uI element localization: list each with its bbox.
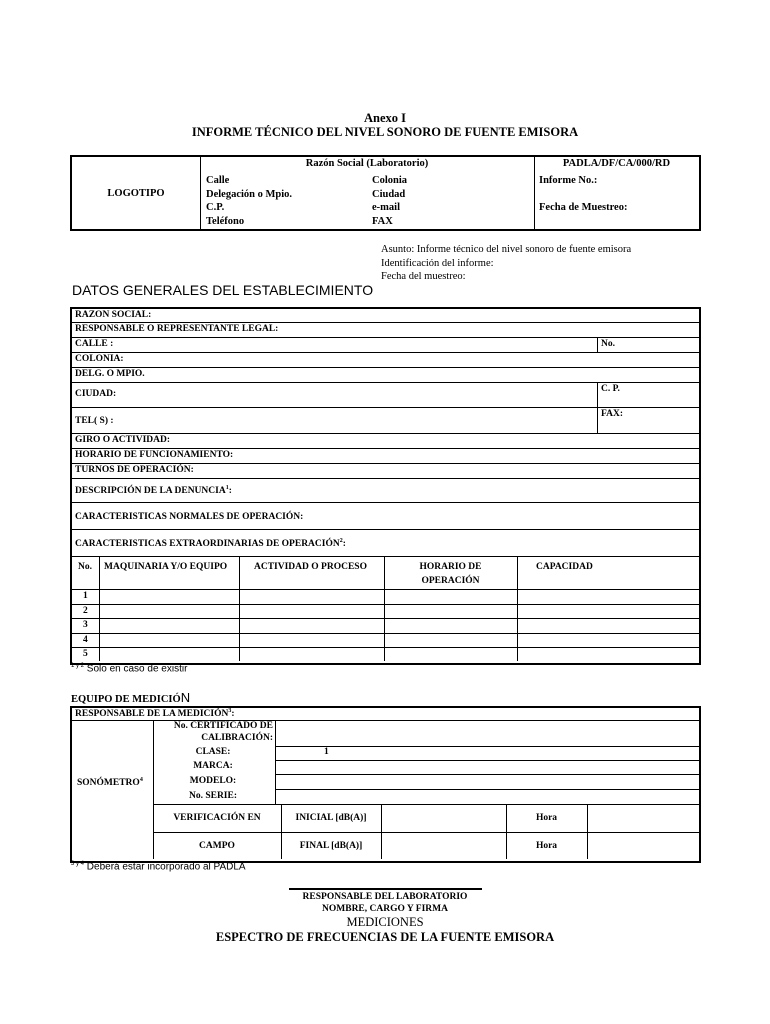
clase-label: CLASE: (195, 747, 231, 757)
footnote-equipo-text: Deberá estar incorporado al PADLA (86, 861, 246, 873)
fecha-muestreo-line: Fecha del muestreo: (381, 271, 466, 282)
lab-calle: Calle (206, 175, 230, 186)
lab-colonia: Colonia (372, 175, 408, 186)
informe-no: Informe No.: (539, 175, 598, 186)
hora-label-inicial: Hora (535, 813, 558, 823)
razon-social-label: RAZON SOCIAL: (75, 310, 152, 320)
footnote-general-sup: 1 y 2 (71, 663, 85, 669)
no-label: No. (601, 339, 615, 349)
col-operacion: OPERACIÓN (421, 576, 480, 586)
modelo-label: MODELO: (189, 776, 237, 786)
ciudad-label: CIUDAD: (75, 389, 117, 399)
verificacion-label-1: VERIFICACIÓN EN (173, 813, 261, 823)
delg-label: DELG. O MPIO. (75, 369, 145, 379)
serie-label: No. SERIE: (188, 791, 238, 801)
lab-email: e-mail (372, 202, 400, 213)
lab-cp: C.P. (206, 202, 225, 213)
lab-telefono: Teléfono (206, 215, 245, 227)
footnote-general (71, 663, 187, 674)
lab-address-labels (206, 174, 292, 228)
equipo-title-end: N (180, 690, 191, 705)
responsable-label: RESPONSABLE O REPRESENTANTE LEGAL: (75, 324, 279, 334)
equipo-box (70, 706, 701, 863)
denuncia-label: DESCRIPCIÓN DE LA DENUNCIA$^1$: (75, 485, 232, 497)
footnote-equipo (71, 861, 246, 872)
padla-code: PADLA/DF/CA/000/RD (562, 158, 671, 169)
asunto-block (381, 243, 631, 284)
equipo-title-main: EQUIPO DE MEDICIÓ (71, 694, 181, 705)
col-maquinaria: MAQUINARIA Y/O EQUIPO (104, 562, 228, 572)
table-row: 1 (83, 591, 88, 601)
extraordinarias-label: CARACTERISTICAS EXTRAORDINARIAS DE OPERACIÓN$^2$: (75, 538, 346, 550)
mediciones-heading: MEDICIONES (346, 915, 424, 929)
clase-value: 1 (324, 747, 329, 757)
extraordinarias-text: CARACTERISTICAS EXTRAORDINARIAS DE OPERACIÓN (75, 539, 340, 550)
hora-label-final: Hora (535, 841, 558, 851)
table-row: 4 (83, 635, 88, 645)
table-row: 2 (83, 606, 88, 616)
general-data-box (70, 307, 701, 665)
col-actividad: ACTIVIDAD O PROCESO (254, 562, 367, 572)
certificado-label-2: CALIBRACIÓN: (201, 733, 273, 743)
responsable-medicion-text: RESPONSABLE DE LA MEDICIÓN (75, 709, 229, 720)
normales-label: CARACTERISTICAS NORMALES DE OPERACIÓN: (75, 512, 304, 522)
identificacion-line: Identificación del informe: (381, 257, 494, 269)
lab-razon-social: Razón Social (Laboratorio) (305, 158, 429, 169)
annex-label: Anexo I (363, 111, 407, 125)
inicial-label: INICIAL [dB(A)] (295, 813, 367, 823)
table-row: 3 (83, 620, 88, 630)
calle-label: CALLE : (75, 339, 114, 349)
col-capacidad: CAPACIDAD (536, 562, 593, 572)
lab-delegacion: Delegación o Mpio. (206, 188, 293, 200)
denuncia-text: DESCRIPCIÓN DE LA DENUNCIA (75, 486, 226, 497)
cp-label: C. P. (601, 384, 620, 394)
sonometro-label (77, 777, 143, 788)
table-row: 5 (83, 649, 88, 659)
giro-label: GIRO O ACTIVIDAD: (75, 435, 171, 445)
report-title: INFORME TÉCNICO DEL NIVEL SONORO DE FUENTE EMISORA (191, 125, 579, 139)
final-label: FINAL [dB(A)] (299, 841, 363, 851)
responsable-medicion-sup: 3 (228, 708, 232, 714)
fecha-muestreo: Fecha de Muestreo: (539, 202, 628, 213)
certificado-label-1: No. CERTIFICADO DE (173, 721, 273, 731)
extra-sup: 2 (339, 538, 343, 544)
responsable-medicion: RESPONSABLE DE LA MEDICIÓN$^3$: (75, 708, 235, 720)
equipo-title (71, 690, 190, 705)
colonia-label: COLONIA: (75, 354, 124, 364)
lab-info-box (70, 155, 701, 231)
lab-fax: FAX (372, 215, 393, 227)
signature-line (289, 888, 482, 890)
lab-ciudad: Ciudad (372, 188, 406, 200)
fax-label: FAX: (601, 409, 623, 419)
col-no: No. (78, 562, 92, 572)
col-horario: HORARIO DE (419, 562, 482, 572)
verificacion-label-2: CAMPO (199, 841, 235, 851)
horario-label: HORARIO DE FUNCIONAMIENTO: (75, 450, 234, 460)
section-title-general: DATOS GENERALES DEL ESTABLECIMIENTO (72, 282, 374, 298)
turnos-label: TURNOS DE OPERACIÓN: (75, 465, 194, 475)
asunto-line: Asunto: Informe técnico del nivel sonoro de fuente emisora (381, 244, 632, 255)
signature-line-1: RESPONSABLE DEL LABORATORIO (302, 892, 468, 902)
denuncia-sup: 1 (225, 485, 229, 491)
sonometro-sup: 4 (139, 777, 143, 783)
footnote-general-text: Solo en caso de existir (86, 663, 188, 675)
lab-contact-labels (372, 174, 407, 228)
logo-placeholder: LOGOTIPO (107, 188, 165, 199)
tel-label: TEL( S) : (75, 416, 114, 426)
sonometro-text: SONÓMETRO (77, 778, 140, 789)
signature-line-2: NOMBRE, CARGO Y FIRMA (322, 904, 448, 914)
espectro-heading: ESPECTRO DE FRECUENCIAS DE LA FUENTE EMISORA (215, 930, 555, 944)
footnote-equipo-sup: 3 y 4 (71, 861, 85, 867)
marca-label: MARCA: (193, 761, 233, 771)
